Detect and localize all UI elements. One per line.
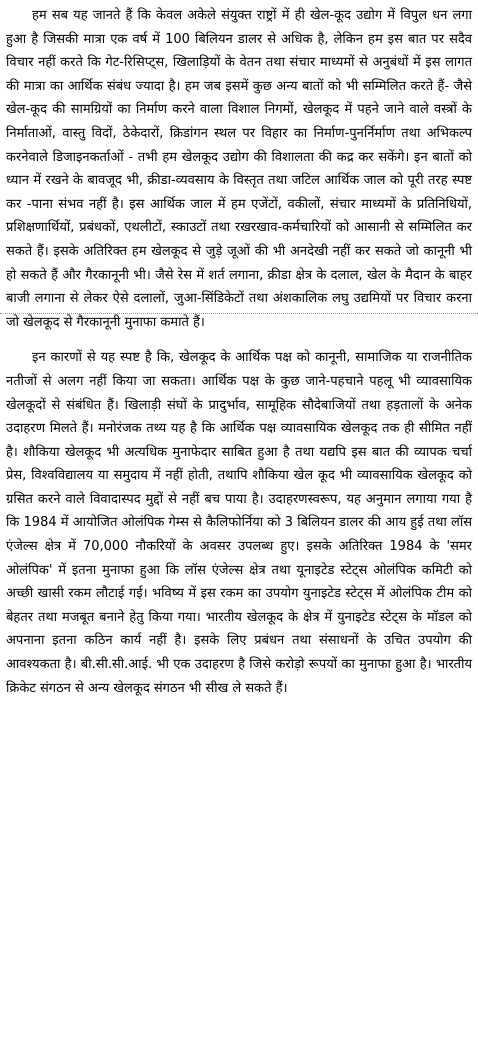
document-body	[6, 4, 472, 700]
paragraph-2: इन कारणों से यह स्पष्ट है कि, खेलकूद के आर्थिक पक्ष को कानूनी, सामाजिक या राजनीतिक नतीजों से अलग नहीं किया जा सकता। आर्थिक पक्ष के कुछ जाने-पहचाने पहलू भी व्यावसायिक खेलकूदों से संबंधित हैं। खिलाड़ी संघों के प्रादुर्भाव, सामूहिक सौदेबाजियों तथा हड़तालों के अनेक उदाहरण मिलते हैं। मनोरंजक तथ्य यह है कि आर्थिक पक्ष व्यावसायिक खेलकूद तक ही सीमित नहीं है। शौकिया खेलकूद भी अत्यधिक मुनाफेदार साबित हुआ है तथा यद्यपि इस बात की व्यापक चर्चा प्रेस, विश्वविद्यालय या समुदाय में नहीं होती, तथापि शौकिया खेल कूद भी व्यावसायिक खेलकूद को ग्रसित करने वाले विवादास्पद मुद्दों से नहीं बच पाया है। उदाहरणस्वरूप, यह अनुमान लगाया गया है कि 1984 में आयोजित ओलंपिक गेम्स से कैलिफोर्निया को 3 बिलियन डालर की आय हुई तथा लॉस एंजेल्स क्षेत्र में 70,000 नौकरियों के अवसर उपलब्ध हुए। इसके अतिरिक्त 1984 के 'समर ओलंपिक' में इतना मुनाफा हुआ कि लॉस एंजेल्स क्षेत्र तथा यूनाइटेड स्टेट्स ओलंपिक कमिटी को अच्छी खासी रकम लौटाई गई। भविष्य में इस रकम का उपयोग युनाइटेड स्टेट्स में ओलंपिक टीम को बेहतर तथा मजबूत बनाने हेतु किया गया। भारतीय खेलकूद के क्षेत्र में युनाइटेड स्टेट्स के मॉडल को अपनाना इतना कठिन कार्य नहीं है। इसके लिए प्रबंधन तथा संसाधनों के उचित उपयोग की आवश्यकता है। बी.सी.सी.आई. भी एक उदाहरण है जिसे करोड़ो रूपयों का मुनाफा हुआ है। भारतीय क्रिकेट संगठन से अन्य खेलकूद संगठन भी सीख ले सकते हैं।	[6, 350, 472, 696]
paragraph-1: हम सब यह जानते हैं कि केवल अकेले संयुक्त राष्ट्रों में ही खेल-कूद उद्योग में विपुल धन लगा हुआ है जिसकी मात्रा एक वर्ष में 100 बिलियन डालर से अधिक है, लेकिन हम इस बात पर सदैव विचार नहीं करते कि गेट-रिसिप्ट्स, खिलाड़ियों के वेतन तथा संचार माध्यमों से अनुबंधों में इस लागत की मात्रा का आर्थिक संबंध ज्यादा है। हम जब इसमें कुछ अन्य बातों को भी सम्मिलित करते हैं- जैसे खेल-कूद की सामग्रियों का निर्माण करने वाला विशाल निगमों, खेलकूद में पहने जाने वाले वस्त्रों के निर्माताओं, वास्तु विदों, ठेकेदारों, क्रिडांगन स्थल पर विहार का निर्माण-पुनर्निर्माण तथा अभिकल्प करनेवाले डिजाइनकर्ताओं - तभी हम खेलकूद उद्योग की विशालता की कद्र कर सकेंगे। इन बातों को ध्यान में रखने के बावजूद भी, क्रीडा-व्यवसाय के विस्तृत तथा जटिल आर्थिक जाल को पूरी तरह स्पष्ट कर -पाना संभव नहीं है। इस आर्थिक जाल में हम एजेंटों, वकीलों, संचार माध्यमों के प्रतिनिधियों, प्रशिक्षणार्थियों, प्रबंधकों, एथलीटों, स्काउटों तथा रखरखाव-कर्मचारियों को आसानी से सम्मिलित कर सकते हैं। इसके अतिरिक्त हम खेलकूद से जुड़े जूओं की भी अनदेखी नहीं कर सकते जो कानूनी भी हो सकते हैं और गैरकानूनी भी। जैसे रेस में शर्त लगाना, क्रीडा क्षेत्र के दलाल, खेल के मैदान के बाहर बाजी लगाना से लेकर ऐसे दलालों, जुआ-सिंडिकेटों तथा अंशकालिक लघु उद्यमियों पर विचार करना जो खेलकूद से गैरकानूनी मुनाफा कमाते हैं।	[6, 8, 472, 330]
paragraph-gap	[6, 334, 472, 346]
